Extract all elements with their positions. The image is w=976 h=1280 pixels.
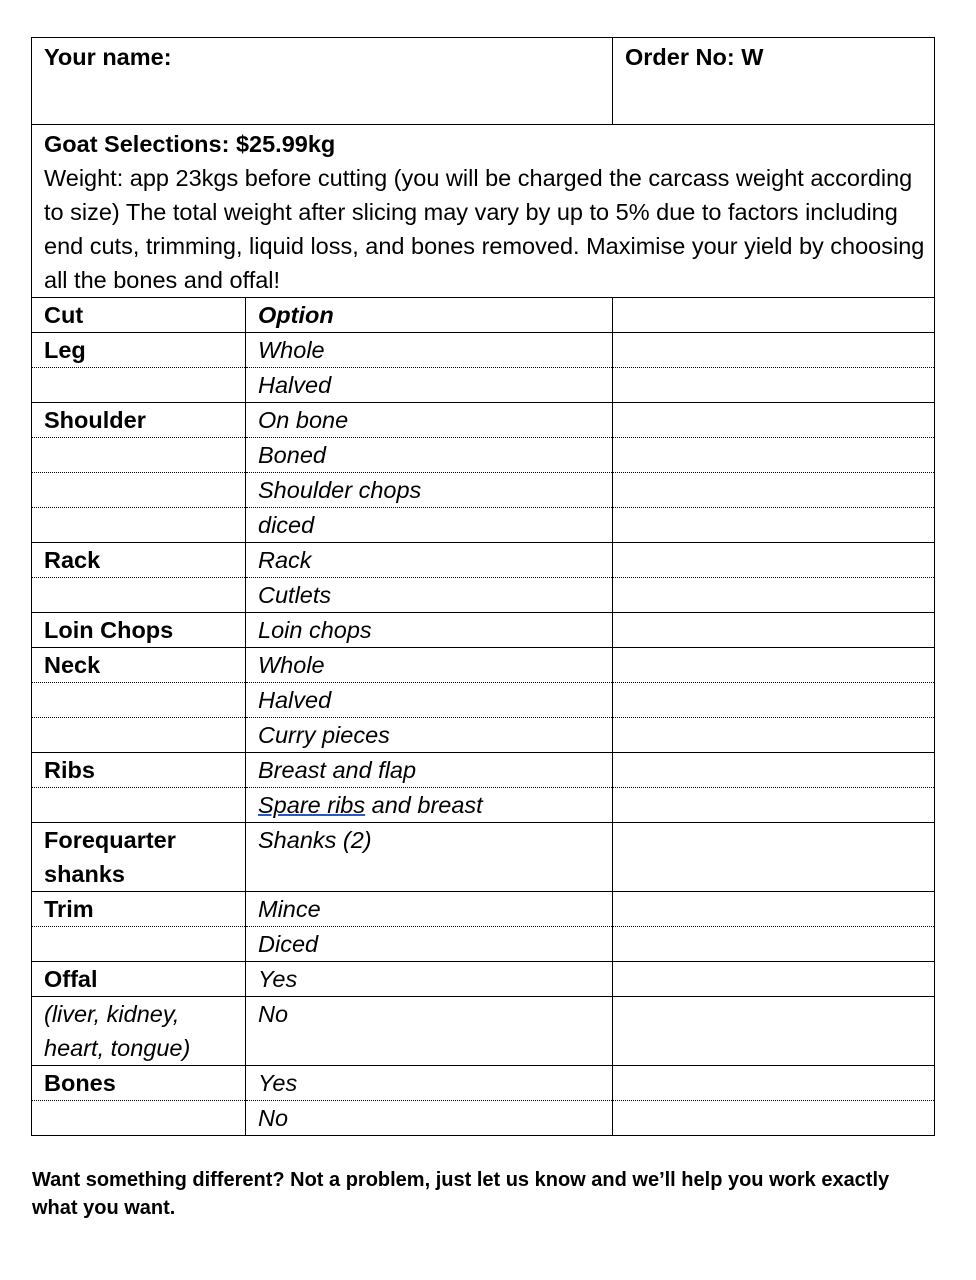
option-ribs-breast-flap: Breast and flap xyxy=(246,753,613,788)
selection-cell-bones-no[interactable] xyxy=(613,1101,935,1136)
selection-cell-forequarter-shanks[interactable] xyxy=(613,823,935,892)
cut-rack: Rack xyxy=(32,543,246,578)
option-shoulder-on-bone: On bone xyxy=(246,403,613,438)
option-rack-cutlets: Cutlets xyxy=(246,578,613,613)
cut-ribs-continued xyxy=(32,788,246,823)
cut-offal: Offal xyxy=(32,962,246,997)
cut-bones: Bones xyxy=(32,1066,246,1101)
selection-cell-neck-whole[interactable] xyxy=(613,648,935,683)
cut-neck-continued xyxy=(32,718,246,753)
option-forequarter-shanks: Shanks (2) xyxy=(246,823,613,892)
intro-block xyxy=(32,125,935,298)
option-neck-halved: Halved xyxy=(246,683,613,718)
cut-leg-continued xyxy=(32,368,246,403)
cut-shoulder: Shoulder xyxy=(32,403,246,438)
selection-cell-loin-chops[interactable] xyxy=(613,613,935,648)
selection-cell-rack-rack[interactable] xyxy=(613,543,935,578)
order-number-field[interactable] xyxy=(613,38,935,125)
option-bones-no: No xyxy=(246,1101,613,1136)
selection-cell-ribs-breast-flap[interactable] xyxy=(613,753,935,788)
cut-leg: Leg xyxy=(32,333,246,368)
cut-trim: Trim xyxy=(32,892,246,927)
cut-bones-continued xyxy=(32,1101,246,1136)
option-trim-diced: Diced xyxy=(246,927,613,962)
column-header-option: Option xyxy=(246,298,613,333)
goat-order-form xyxy=(31,37,935,1136)
selection-cell-rack-cutlets[interactable] xyxy=(613,578,935,613)
cut-ribs: Ribs xyxy=(32,753,246,788)
selection-cell-shoulder-on-bone[interactable] xyxy=(613,403,935,438)
selection-cell-shoulder-boned[interactable] xyxy=(613,438,935,473)
spare-ribs-underlined: Spare ribs xyxy=(258,792,366,818)
option-neck-curry-pieces: Curry pieces xyxy=(246,718,613,753)
option-leg-whole: Whole xyxy=(246,333,613,368)
column-header-blank xyxy=(613,298,935,333)
cut-loin-chops: Loin Chops xyxy=(32,613,246,648)
intro-title: Goat Selections: $25.99kg xyxy=(44,131,336,157)
option-offal-yes: Yes xyxy=(246,962,613,997)
offal-note: (liver, kidney, heart, tongue) xyxy=(32,997,246,1066)
selection-cell-offal-no[interactable] xyxy=(613,997,935,1066)
selection-cell-trim-mince[interactable] xyxy=(613,892,935,927)
option-offal-no: No xyxy=(246,997,613,1066)
option-neck-whole: Whole xyxy=(246,648,613,683)
selection-cell-bones-yes[interactable] xyxy=(613,1066,935,1101)
cut-shoulder-continued xyxy=(32,508,246,543)
cut-rack-continued xyxy=(32,578,246,613)
cut-shoulder-continued xyxy=(32,473,246,508)
selection-cell-ribs-spare[interactable] xyxy=(613,788,935,823)
option-bones-yes: Yes xyxy=(246,1066,613,1101)
order-number-label: Order No: W xyxy=(625,44,764,70)
option-loin-chops: Loin chops xyxy=(246,613,613,648)
cut-shoulder-continued xyxy=(32,438,246,473)
option-rack-rack: Rack xyxy=(246,543,613,578)
option-trim-mince: Mince xyxy=(246,892,613,927)
selection-cell-trim-diced[interactable] xyxy=(613,927,935,962)
cut-forequarter-shanks: Forequarter shanks xyxy=(32,823,246,892)
cut-neck-continued xyxy=(32,683,246,718)
your-name-field[interactable] xyxy=(32,38,613,125)
selection-cell-leg-whole[interactable] xyxy=(613,333,935,368)
option-shoulder-diced: diced xyxy=(246,508,613,543)
column-header-cut: Cut xyxy=(32,298,246,333)
selection-cell-shoulder-chops[interactable] xyxy=(613,473,935,508)
selection-cell-neck-halved[interactable] xyxy=(613,683,935,718)
option-shoulder-chops: Shoulder chops xyxy=(246,473,613,508)
cut-neck: Neck xyxy=(32,648,246,683)
footer-note: Want something different? Not a problem, just let us know and we’ll help you work exactly what you want. xyxy=(32,1169,890,1219)
selection-cell-shoulder-diced[interactable] xyxy=(613,508,935,543)
selection-cell-offal-yes[interactable] xyxy=(613,962,935,997)
your-name-label: Your name: xyxy=(44,44,172,70)
selection-cell-leg-halved[interactable] xyxy=(613,368,935,403)
option-shoulder-boned: Boned xyxy=(246,438,613,473)
intro-text: Weight: app 23kgs before cutting (you will be charged the carcass weight according to size) The total weight after slicing may vary by up to 5% due to factors including end cuts, trimming, liquid loss, and bones removed. Maximise your yield by choosing all the bones and offal! xyxy=(44,165,925,293)
selection-cell-neck-curry[interactable] xyxy=(613,718,935,753)
option-ribs-spare xyxy=(246,788,613,823)
option-leg-halved: Halved xyxy=(246,368,613,403)
spare-ribs-rest: and breast xyxy=(365,792,483,818)
cut-trim-continued xyxy=(32,927,246,962)
